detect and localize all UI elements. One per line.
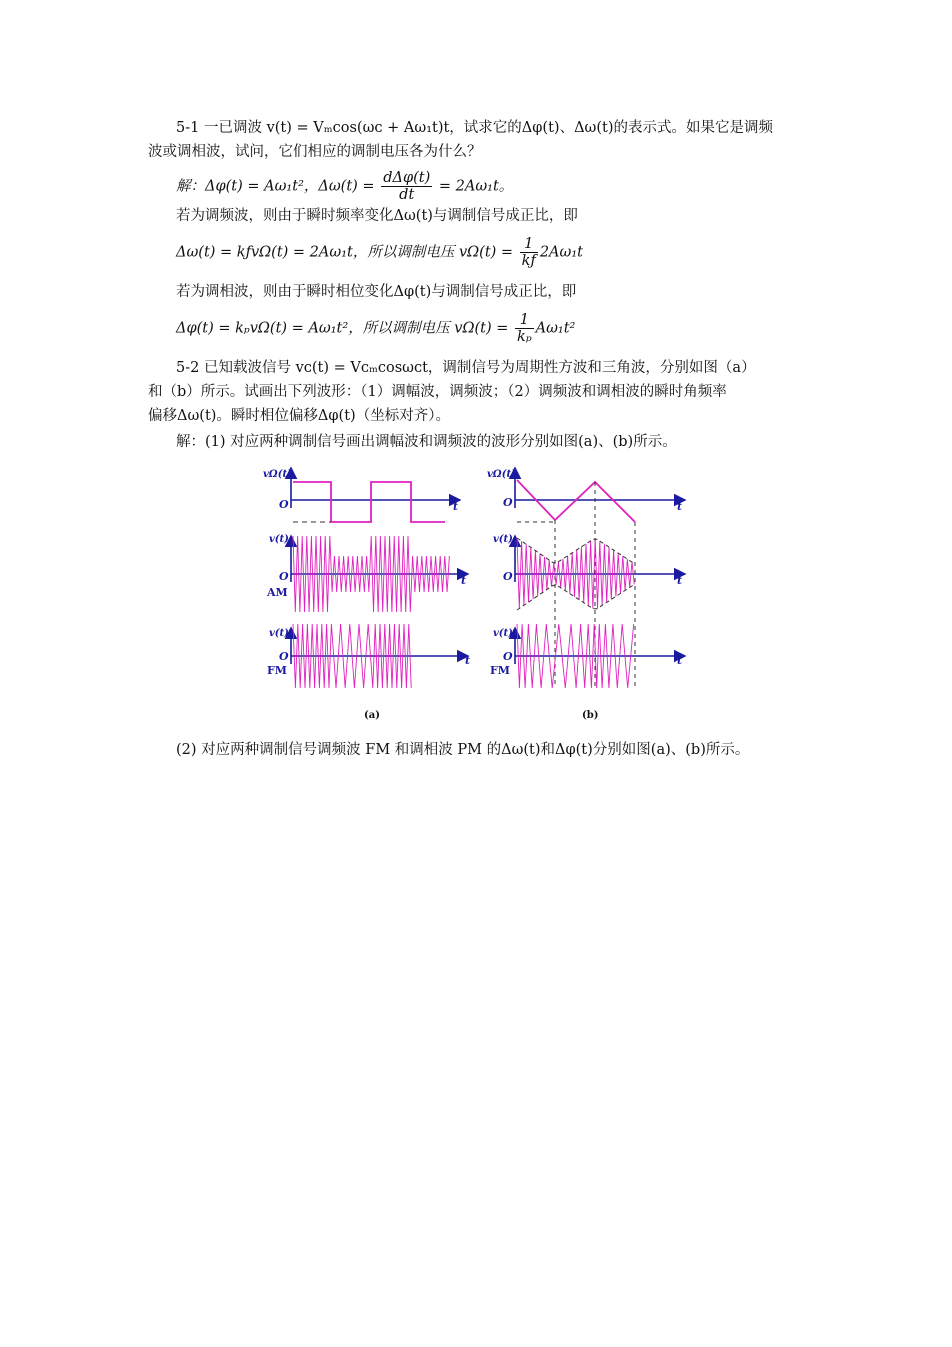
solution-5-2-part2: (2) 对应两种调制信号调频波 FM 和调相波 PM 的Δω(t)和Δφ(t)分别如图(a)、(b)所示。	[176, 742, 750, 758]
sol-frac-den: dt	[399, 187, 415, 203]
left-origin-1: O	[279, 498, 289, 511]
problem-5-2-line2: 和（b）所示。试画出下列波形：（1）调幅波，调频波；（2）调频波和调相波的瞬时角频率	[148, 384, 727, 400]
right-origin-3: O	[503, 650, 513, 663]
sol-fraction	[381, 170, 432, 203]
right-t-1: t	[677, 500, 683, 513]
fm-eq-suffix: 2Aω₁t	[539, 244, 583, 261]
square-wave	[293, 482, 445, 522]
waveform-svg	[255, 462, 695, 724]
right-origin-1: O	[503, 496, 513, 509]
problem-5-1-line1: 5-1 一已调波 v(t) = Vₘcos(ωᴄ + Aω₁t)t，试求它的Δφ(t)、Δω(t)的表示式。如果它是调频	[176, 120, 774, 136]
caption-a: (a)	[364, 710, 380, 721]
fm-tag-right: FM	[490, 664, 510, 677]
fm-eq-prefix: Δω(t) = kƒvΩ(t) = 2Aω₁t，所以调制电压 vΩ(t) =	[176, 244, 518, 261]
fm-frac-num: 1	[520, 236, 538, 253]
right-mod-label: vΩ(t)	[487, 469, 516, 480]
pm-eq-prefix: Δφ(t) = kₚvΩ(t) = Aω₁t²，所以调制电压 vΩ(t) =	[176, 320, 514, 337]
fm-frac-den: kƒ	[521, 253, 536, 269]
pm-equation	[176, 312, 841, 345]
triangle-wave	[517, 480, 635, 522]
pm-fraction	[515, 312, 534, 345]
problem-5-2-line3: 偏移Δω(t)。瞬时相位偏移Δφ(t)（坐标对齐）。	[148, 408, 450, 424]
sol-prefix: 解：Δφ(t) = Aω₁t²，Δω(t) =	[176, 178, 380, 195]
right-fm-label: v(t)	[493, 628, 513, 639]
problem-5-1-line2: 波或调相波，试问，它们相应的调制电压各为什么？	[148, 144, 482, 160]
am-envelope-upper	[517, 538, 633, 563]
left-origin-3: O	[279, 650, 289, 663]
sol-frac-num: dΔφ(t)	[383, 170, 431, 186]
left-mod-label: vΩ(t)	[263, 469, 292, 480]
left-am-label: v(t)	[269, 534, 289, 545]
waveform-figure	[255, 462, 695, 724]
fm-text: 若为调频波，则由于瞬时频率变化Δω(t)与调制信号成正比，即	[176, 208, 578, 224]
fm-fraction	[520, 236, 538, 269]
left-origin-2: O	[279, 570, 289, 583]
sol-suffix: = 2Aω₁t。	[434, 178, 514, 195]
left-fm-label: v(t)	[269, 628, 289, 639]
fm-equation	[176, 236, 841, 269]
left-t-2: t	[461, 574, 467, 587]
right-origin-2: O	[503, 570, 513, 583]
right-t-2: t	[677, 574, 683, 587]
left-t-1: t	[453, 500, 459, 513]
pm-eq-suffix: Aω₁t²	[535, 320, 576, 337]
pm-frac-num: 1	[515, 312, 534, 329]
problem-5-2-line1: 5-2 已知载波信号 vᴄ(t) = Vᴄₘcosωᴄt，调制信号为周期性方波和三角波，分别如图（a）	[176, 360, 756, 376]
fm-wave-left	[293, 624, 411, 688]
left-t-3: t	[465, 654, 471, 667]
solution-5-2-part1: 解：(1) 对应两种调制信号画出调幅波和调频波的波形分别如图(a)、(b)所示。	[176, 434, 677, 450]
right-t-3: t	[677, 654, 683, 667]
right-am-label: v(t)	[493, 534, 513, 545]
pm-text: 若为调相波，则由于瞬时相位变化Δφ(t)与调制信号成正比，即	[176, 284, 577, 300]
pm-frac-den: kₚ	[517, 329, 532, 345]
fm-tag-left: FM	[267, 664, 287, 677]
caption-b: (b)	[582, 710, 599, 721]
solution-5-1-eq	[176, 170, 841, 203]
am-tag: AM	[267, 586, 288, 599]
